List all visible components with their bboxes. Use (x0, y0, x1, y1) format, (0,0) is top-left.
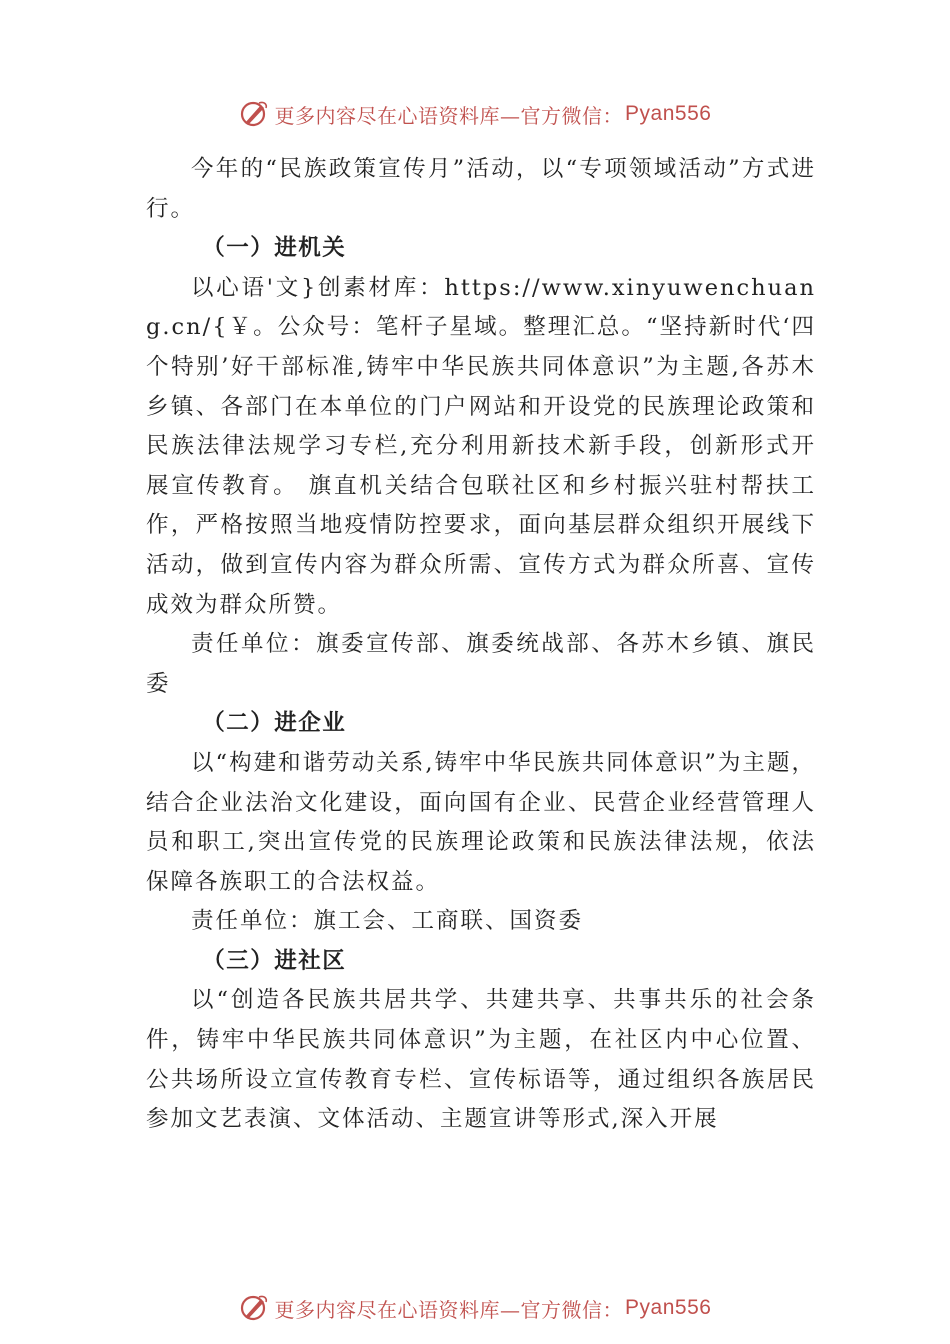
section-heading-1: （一）进机关 (202, 235, 347, 262)
section-heading-2: （二）进企业 (202, 710, 347, 737)
document-body (146, 150, 816, 1140)
quill-logo-icon (239, 1293, 269, 1323)
watermark-text: 更多内容尽在心语资料库—官方微信： (274, 103, 624, 128)
quill-logo-icon (239, 99, 269, 129)
watermark-wechat-id: Pyan556 (625, 1296, 712, 1319)
section-heading-3: （三）进社区 (202, 947, 347, 974)
paragraph-section-1: 以心语'文}创素材库：https://www.xinyuwenchuang.cn/{￥。公众号：笔杆子星域。整理汇总。“坚持新时代‘四个特别’好干部标准,铸牢中华民族共同体意识”为主题,各苏木乡镇、各部门在本单位的门户网站和开设党的民族理论政策和民族法律法规学习专栏,充分利用新技术新手段，创新形式开展宣传教育。 旗直机关结合包联社区和乡村振兴驻村帮扶工作，严格按照当地疫情防控要求，面向基层群众组织开展线下活动，做到宣传内容为群众所需、宣传方式为群众所喜、宣传成效为群众所赞。 (146, 274, 816, 618)
watermark-footer (0, 1288, 950, 1328)
responsibility-line-1: 责任单位：旗委宣传部、旗委统战部、各苏木乡镇、旗民委 (146, 631, 816, 697)
paragraph-section-2: 以“构建和谐劳动关系,铸牢中华民族共同体意识”为主题，结合企业法治文化建设，面向国有企业、民营企业经营管理人员和职工,突出宣传党的民族理论政策和民族法律法规，依法保障各族职工的合法权益。 (146, 749, 816, 895)
watermark-header (0, 94, 950, 134)
responsibility-line-2: 责任单位：旗工会、工商联、国资委 (191, 908, 584, 935)
paragraph-intro: 今年的“民族政策宣传月”活动，以“专项领域活动”方式进行。 (146, 156, 816, 222)
watermark-wechat-id: Pyan556 (625, 102, 712, 125)
paragraph-section-3: 以“创造各民族共居共学、共建共享、共事共乐的社会条件，铸牢中华民族共同体意识”为主题，在社区内中心位置、公共场所设立宣传教育专栏、宣传标语等，通过组织各族居民参加文艺表演、文体活动、主题宣讲等形式,深入开展 (146, 987, 816, 1133)
watermark-text: 更多内容尽在心语资料库—官方微信： (274, 1297, 624, 1322)
